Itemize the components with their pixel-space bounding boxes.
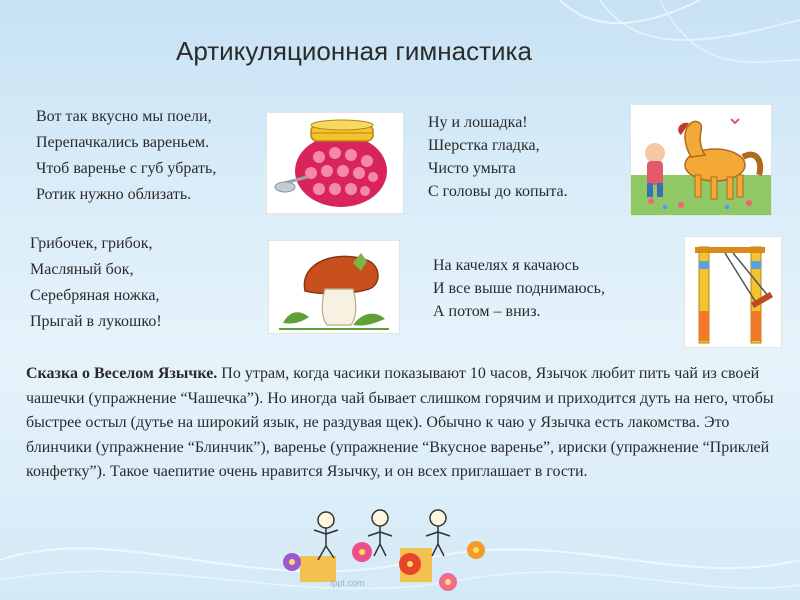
- poem-line: С головы до копыта.: [428, 183, 568, 200]
- poem-line: Ротик нужно облизать.: [36, 186, 192, 203]
- poem-line: Вот так вкусно мы поели,: [36, 108, 212, 125]
- poem-line: Перепачкались вареньем.: [36, 134, 210, 151]
- poem-swing: [433, 254, 605, 323]
- poem-line: Шерстка гладка,: [428, 137, 540, 154]
- slide-title: Артикуляционная гимнастика: [176, 36, 532, 66]
- watermark: fppt.com: [330, 578, 365, 588]
- story-paragraph: [26, 362, 786, 485]
- poem-line: Ну и лошадка!: [428, 114, 528, 131]
- poem-line: Серебряная ножка,: [30, 287, 160, 304]
- poem-line: Чтоб варенье с губ убрать,: [36, 160, 217, 177]
- horse-image: [630, 104, 772, 216]
- poem-line: Чисто умыта: [428, 160, 516, 177]
- poem-jam: [36, 104, 216, 208]
- poem-horse: [428, 111, 568, 203]
- poem-line: На качелях я качаюсь: [433, 257, 579, 274]
- jam-jar-image: [266, 112, 404, 214]
- poem-line: Прыгай в лукошко!: [30, 313, 162, 330]
- mushroom-image: [268, 240, 400, 334]
- poem-line: Масляный бок,: [30, 261, 134, 278]
- poem-line: Грибочек, грибок,: [30, 235, 153, 252]
- kids-flowers-decoration: [270, 504, 500, 600]
- poem-mushroom: [30, 231, 162, 335]
- story-text: По утрам, когда часики показывают 10 часов, Язычок любит пить чай из своей чашечки (упражнение “Чашечка”). Но иногда чай бывает слишком горячим и приходится дуть на него, чтобы быстрее остыл (дутье на широкий язык, не раздувая щек). Обычно к чаю у Язычка есть лакомства. Это блинчики (упражнение “Блинчик”), варенье (упражнение “Вкусное варенье”, ириски (упражнение “Приклей конфетку”). Такое чаепитие очень нравится Язычку, и он всех приглашает в гости.: [26, 365, 774, 480]
- poem-line: И все выше поднимаюсь,: [433, 280, 605, 297]
- poem-line: А потом – вниз.: [433, 303, 541, 320]
- story-title: Сказка о Веселом Язычке.: [26, 365, 218, 382]
- swing-image: [684, 236, 782, 348]
